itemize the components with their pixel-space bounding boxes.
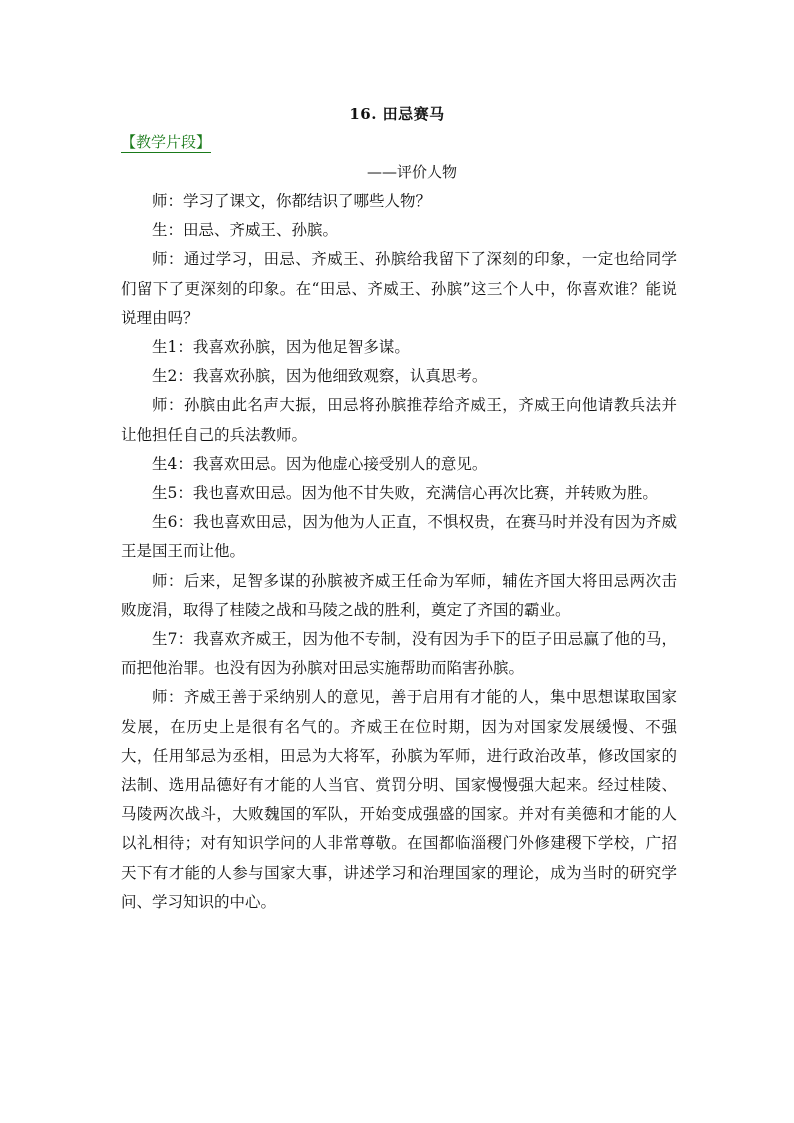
dialogue-body	[121, 187, 677, 917]
paragraph: 生6：我也喜欢田忌，因为他为人正直，不惧权贵，在赛马时并没有因为齐威王是国王而让他。	[121, 513, 677, 561]
paragraph: 生5：我也喜欢田忌。因为他不甘失败，充满信心再次比赛，并转败为胜。	[152, 484, 658, 503]
paragraph: 生2：我喜欢孙膑，因为他细致观察，认真思考。	[152, 367, 488, 386]
paragraph: 师：孙膑由此名声大振，田忌将孙膑推荐给齐威王，齐威王向他请教兵法并让他担任自己的兵法教师。	[121, 396, 677, 444]
subtitle: ——评价人物	[366, 163, 457, 181]
lesson-title: 16. 田忌赛马	[349, 105, 445, 123]
paragraph: 师：齐威王善于采纳别人的意见，善于启用有才能的人，集中思想谋取国家发展，在历史上是很有名气的。齐威王在位时期，因为对国家发展缓慢、不强大，任用邹忌为丞相，田忌为大将军，孙膑为军师，进行政治改革，修改国家的法制、选用品德好有才能的人当官、赏罚分明、国家慢慢强大起来。经过桂陵、马陵两次战斗，大败魏国的军队，开始变成强盛的国家。并对有美德和才能的人以礼相待；对有知识学问的人非常尊敬。在国都临淄稷门外修建稷下学校，广招天下有才能的人参与国家大事，讲述学习和治理国家的理论，成为当时的研究学问、学习知识的中心。	[121, 688, 677, 911]
paragraph: 师：后来，足智多谋的孙膑被齐威王任命为军师，辅佐齐国大将田忌两次击败庞涓，取得了桂陵之战和马陵之战的胜利，奠定了齐国的霸业。	[121, 571, 677, 619]
paragraph: 生1：我喜欢孙膑，因为他足智多谋。	[152, 338, 410, 357]
paragraph: 师：学习了课文，你都结识了哪些人物？	[152, 192, 432, 210]
paragraph: 师：通过学习，田忌、齐威王、孙膑给我留下了深刻的印象，一定也给同学们留下了更深刻的印象。在“田忌、齐威王、孙膑”这三个人中，你喜欢谁？能说说理由吗？	[121, 250, 677, 327]
section-heading: 【教学片段】	[121, 133, 212, 151]
paragraph: 生7：我喜欢齐威王，因为他不专制，没有因为手下的臣子田忌赢了他的马，而把他治罪。也没有因为孙膑对田忌实施帮助而陷害孙膑。	[121, 630, 677, 678]
paragraph: 生4：我喜欢田忌。因为他虚心接受别人的意见。	[152, 454, 488, 473]
paragraph: 生：田忌、齐威王、孙膑。	[152, 221, 339, 240]
